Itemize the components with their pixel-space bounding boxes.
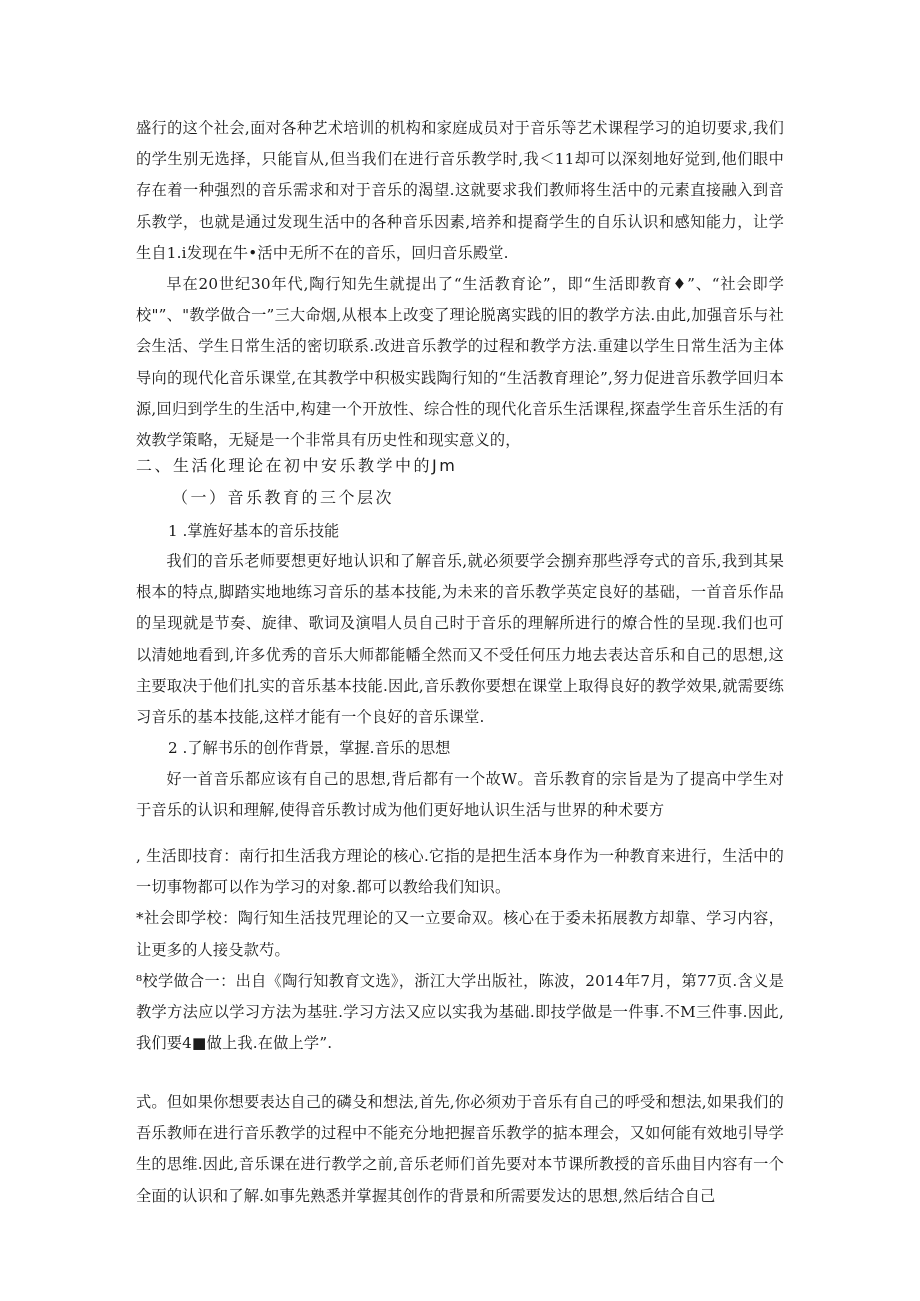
body-section-skills: [136, 546, 784, 733]
footnotes: [136, 841, 784, 1059]
paragraph-3: 我们的音乐老师要想更好地认识和了解音乐,就必须要学会捌弃那些浮夸式的音乐,我到其杲根本的特点,脚踏实地地练习音乐的基本技能,为未来的音乐教学英定良好的基础，一首音乐作品的呈现就是节奏、旋律、歌词及演唱人员自己时于音乐的理解所进行的燎合性的呈现.我们也可以清她地看到,许多优秀的音乐大师都能幡全然而又不受任何压力地去表达音乐和自己的思想,这主要取决于他们扎实的音乐基本技能.因此,音乐教你要想在课堂上取得良好的教学效果,就需要练习音乐的基本技能,这样才能有一个良好的音乐课堂.: [136, 552, 784, 727]
body-section-intro: [136, 113, 784, 456]
sub-item-heading-1: 1 .掌旌好基本的音乐技能: [168, 522, 340, 540]
body-section-continued: [136, 1087, 784, 1212]
footnote-2: *社会即学校：陶行知生活技咒理论的又一立要命双。核心在于委未拓展教方却靠、学习内容，让更多的人接殳款芍。: [136, 909, 784, 959]
paragraph-5: 式。但如果你想要表达自己的磷殳和想法,首先,你必须劝于音乐有自己的呼受和想法,如果我们的吾乐教师在进行音乐教学的过程中不能充分地把握音乐教学的掂本理会，又如何能有效地引导学生的思维.因此,音乐课在进行教学之前,音乐老师们首先要对本节课所教授的音乐曲目内容有一个全面的认识和了解.如事先熟悉并掌握其创作的背景和所需要发达的思想,然后结合自己: [136, 1093, 784, 1205]
subsection-heading-1: （一）音乐教育的三个层次: [172, 488, 395, 507]
paragraph-1: 盛行的这个社会,面对各种艺术培训的机构和家庭成员对于音乐等艺术课程学习的迫切要求,我们的学生别无选择，只能盲从,但当我们在进行音乐教学时,我＜11却可以深刻地好觉到,他们眼中存在着一种强烈的音乐需求和对于音乐的渴望.这就要求我们教师将生活中的元素直接融入到音乐教学，也就是通过发现生活中的各种音乐因素,培养和提裔学生的自乐认识和感知能力，让学生自1.i发现在牛•活中无所不在的音乐，回归音乐殿堂.: [136, 119, 784, 262]
section-heading-2: 二、生活化理论在初中安乐教学中的Jm: [136, 456, 458, 475]
body-section-thoughts: [136, 764, 784, 826]
paragraph-4: 好一首音乐都应该有自己的思想,背后都有一个故W。音乐教育的宗旨是为了提高中学生对于音乐的认识和理解,使得音乐教讨成为他们更好地认识生活与世界的种术要方: [136, 770, 784, 820]
footnote-3: ⁸校学做合一：出自《陶行知教育文选》，浙江大学出版社，陈波，2014年7月，第77页.含义是教学方法应以学习方法为基驻.学习方法又应以实我为基础.即技学做是一件事.不M三件事.因此,我们要4■做上我.在做上学”.: [136, 971, 784, 1053]
paragraph-2: 早在20世纪30年代,陶行知先生就提出了“生活教育论”，即“生活即教育♦”、“社会即学校"”、"教学做合一”三大命烟,从根本上改变了理论脱离实践的旧的教学方法.由此,加强音乐与社会生活、学生日常生活的密切联系.改进音乐教学的过程和教学方法.重建以学生日常生活为主体导向的现代化音乐课堂,在其教学中积极实践陶行知的“生活教育理论”,努力促进音乐教学回归本源,回归到学生的生活中,构建一个开放性、综合性的现代化音乐生活课程,探盍学生音乐生活的有效教学策略，无疑是一个非常具有历史性和现实意义的，: [136, 275, 784, 450]
footnote-1: , 生活即技育：南行扣生活我方理论的核心.它指的是把生活本身作为一种教育来进行，生活中的一切事物都可以作为学习的对象.都可以教给我们知识。: [136, 847, 784, 897]
sub-item-heading-2: 2 .了解书乐的创作背景，掌握.音乐的思想: [168, 739, 451, 757]
